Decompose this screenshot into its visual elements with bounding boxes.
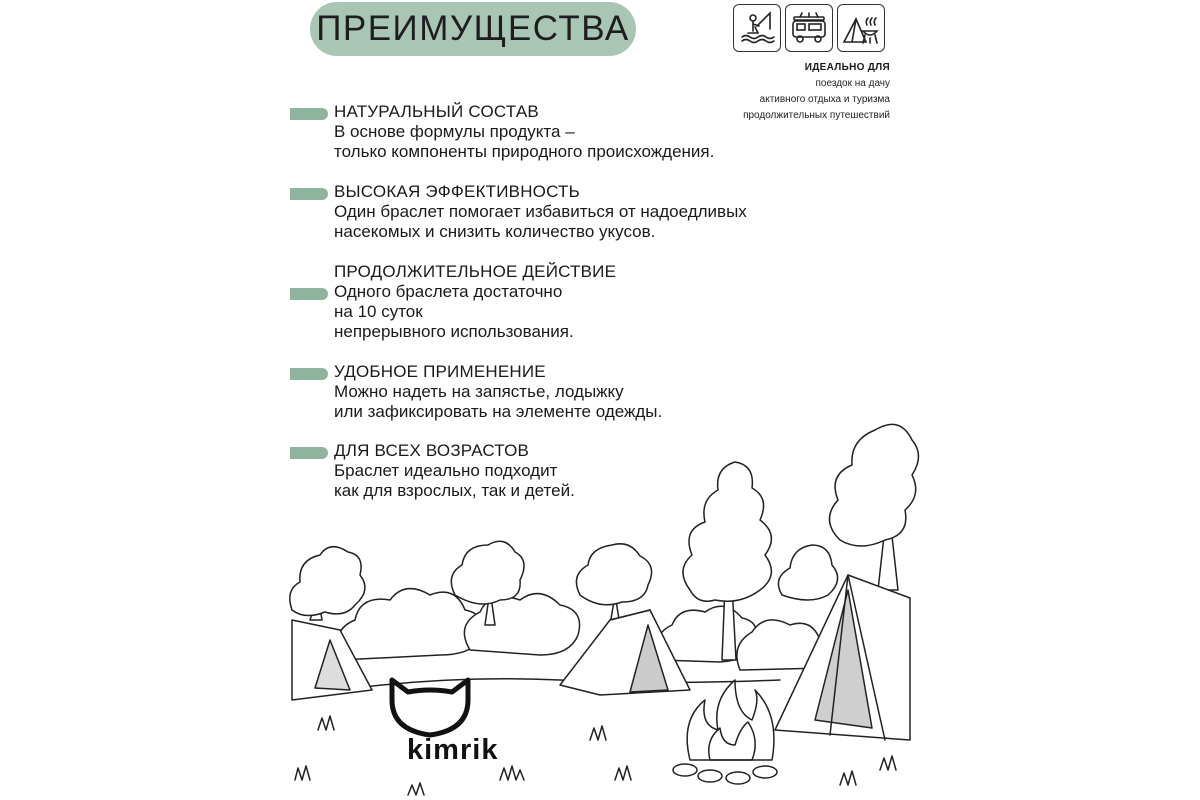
- feature-line: на 10 суток: [334, 302, 423, 321]
- grass: [880, 756, 896, 770]
- feature-title: ПРОДОЛЖИТЕЛЬНОЕ ДЕЙСТВИЕ: [334, 262, 617, 281]
- brand-logo-text: kimrik: [407, 734, 499, 766]
- tree: [829, 424, 918, 546]
- feature-title: УДОБНОЕ ПРИМЕНЕНИЕ: [334, 362, 546, 381]
- feature-line: или зафиксировать на элементе одежды.: [334, 402, 663, 421]
- tree: [451, 541, 524, 604]
- grass: [295, 766, 310, 780]
- feature-title: ДЛЯ ВСЕХ ВОЗРАСТОВ: [334, 441, 530, 460]
- campfire-stone: [698, 770, 722, 782]
- cat-ears-logo: [392, 680, 468, 735]
- feature-line: как для взрослых, так и детей.: [334, 481, 575, 500]
- ideal-for-line: поездок на дачу: [815, 78, 890, 89]
- ideal-for-title: ИДЕАЛЬНО ДЛЯ: [804, 62, 890, 73]
- page-title-text: ПРЕИМУЩЕСТВА: [316, 9, 630, 48]
- grass: [318, 716, 334, 730]
- campfire-stone: [673, 764, 697, 776]
- grass: [408, 783, 424, 795]
- feature-line: непрерывного использования.: [334, 322, 574, 341]
- campfire-stone: [753, 766, 777, 778]
- ideal-for-line: активного отдыха и туризма: [759, 94, 890, 105]
- tree: [683, 462, 771, 601]
- feature-line: Одного браслета достаточно: [334, 282, 563, 301]
- feature-line: В основе формулы продукта –: [334, 122, 575, 141]
- feature-line: Один браслет помогает избавиться от надоедливых: [334, 202, 747, 221]
- campfire-flames: [687, 680, 774, 760]
- ideal-for-line: продолжительных путешествий: [743, 110, 890, 121]
- grass: [615, 766, 631, 780]
- grass: [840, 771, 856, 785]
- grass: [590, 726, 606, 740]
- feature-line: только компоненты природного происхождения.: [334, 142, 715, 161]
- feature-line: Можно надеть на запястье, лодыжку: [334, 382, 624, 401]
- feature-line: насекомых и снизить количество укусов.: [334, 222, 656, 241]
- feature-title: НАТУРАЛЬНЫЙ СОСТАВ: [334, 102, 539, 121]
- feature-line: Браслет идеально подходит: [334, 461, 558, 480]
- tree: [778, 545, 837, 600]
- campfire-stone: [726, 772, 750, 784]
- tree: [290, 547, 365, 616]
- feature-title: ВЫСОКАЯ ЭФФЕКТИВНОСТЬ: [334, 182, 580, 201]
- tree: [576, 544, 651, 605]
- grass: [500, 766, 524, 780]
